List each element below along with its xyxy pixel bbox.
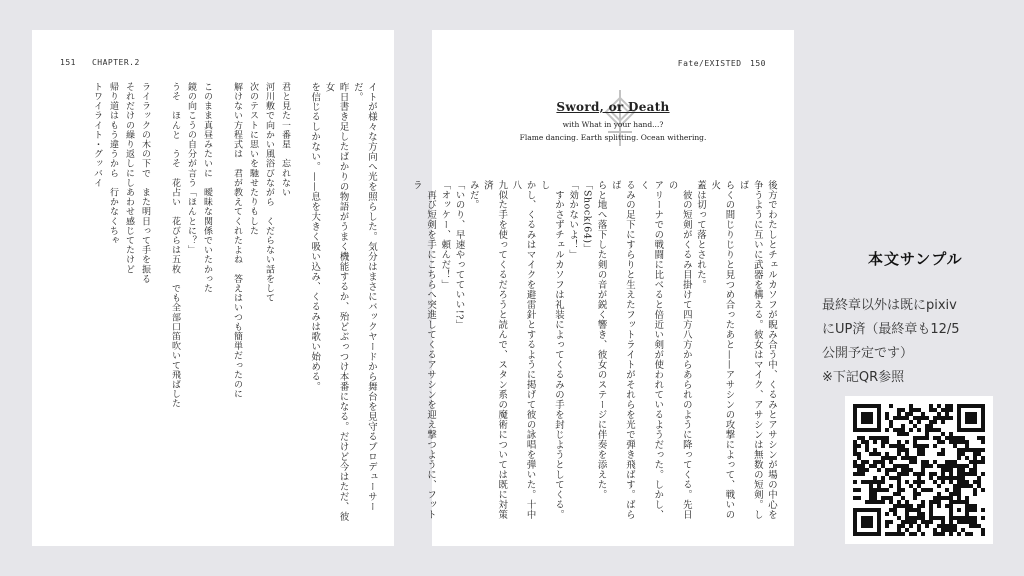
right-page	[410, 30, 794, 546]
poem-line: 君と見た一番星 忘れない	[279, 82, 290, 198]
right-prose-line: アリーナでの戦闘に比べると倍近い剣が使われているようだった。しかし、く	[638, 180, 664, 520]
chapter-subtitle: with What in your hand...?	[562, 120, 664, 129]
note-line: 公開予定です）	[822, 346, 914, 361]
left-page-number: 151	[60, 58, 76, 67]
poem-line: トワイライト・グッバイ	[91, 82, 102, 188]
qr-code-icon[interactable]	[845, 396, 993, 544]
right-prose-line: 後方でわたしとチェルカソフが睨み合う中、くるみとアサシンが場の中心を	[766, 180, 777, 520]
sample-title: 本文サンプル	[868, 250, 963, 268]
left-page	[32, 30, 394, 546]
left-chapter-label: CHAPTER.2	[91, 58, 140, 67]
poem-line: このまま真昼みたいに 曖昧な関係でいたかった	[201, 82, 212, 294]
chapter-tagline: Flame dancing. Earth splitting. Ocean withering.	[519, 133, 707, 142]
left-prose-line: イトが様々な方向へ光を照らした。気分はまさにバックヤードから舞台を見守るプロデューサーだ。	[351, 82, 377, 512]
left-running-head	[60, 58, 140, 67]
right-prose-line: 「オッケー、頼んだ！」	[439, 180, 451, 290]
right-prose-line: みだ。	[467, 180, 479, 210]
chapter-title: Sword, or Death	[556, 100, 670, 114]
right-prose-line: すかさずチェルカソフは礼装によってくるみの手を封じようとしてくる。し	[538, 180, 564, 520]
right-prose-line: 彼の短剣がくるみ目掛けて四方八方からあられのように降ってくる。先日の	[666, 180, 692, 520]
right-prose-line: 「Shock(64)」	[581, 180, 593, 254]
right-prose-line: 「いのり、早速やってていい!?」	[453, 180, 465, 330]
right-prose-line: 争うように互いに武器を構える。彼女はマイク、アサシンは無数の短剣。しば	[737, 180, 763, 520]
right-prose-line: らと地へ落下した剣の音が鋭く響き、彼女のステージに伴奏を添えた。	[595, 180, 607, 500]
poem-line: ライラックの木の下で また明日って手を振る	[139, 82, 150, 284]
poem-line: うそ ほんと うそ 花占い 花びらは五枚 でも全部口笛吹いて飛ばした	[169, 82, 180, 409]
right-running-head: Fate/EXISTED 150	[677, 59, 766, 68]
chapter-title-block	[432, 100, 794, 142]
poem-line: 河川敷で向かい風浴びながら くだらない話をして	[263, 82, 274, 303]
poem-line: 解けない方程式は 君が教えてくれたよね 答えはいつも簡単だったのに	[231, 82, 242, 399]
poem-line: それだけの繰り返しにしあわせ感じてたけど	[123, 82, 134, 274]
right-prose-line: 蓋は切って落とされた。	[694, 180, 706, 290]
note-line: 最終章以外は既にpixiv	[822, 298, 957, 313]
right-text-column	[410, 180, 778, 528]
right-prose-line: らくの間じりじりと見つめ合ったあと——アサシンの攻撃によって、戦いの火	[709, 180, 735, 520]
right-prose-line: 再び短剣を手にこちらへ突進してくるアサシンを迎え撃つように、フットラ	[410, 180, 437, 520]
note-line: ※下記QR参照	[822, 370, 905, 385]
left-text-column	[48, 82, 378, 528]
left-prose-line: 昨日書き足したばかりの物語がうまく機能するか、殆どぶっつけ本番になる。だけど今はただ、彼女	[323, 82, 349, 522]
poem-line: 鏡の向こうの自分が言う「ほんとに？」	[185, 82, 196, 255]
left-prose-line: を信じるしかない。——息を大きく吸い込み、くるみは歌い始める。	[309, 82, 321, 392]
sample-note	[822, 294, 960, 390]
note-line: にUP済（最終章も12/5	[822, 322, 960, 337]
right-prose-line: かし、くるみはマイクを避雷針とするように掲げて彼の詠唱を弾いた。十中八	[510, 180, 536, 520]
poem-line: 帰り道はもう違うから 行かなくちゃ	[107, 82, 118, 246]
right-prose-line: 九似た手を使ってくるだろうと読んで、スタン系の魔術については既に対策済	[481, 180, 508, 520]
right-prose-line: 「効かないよ！」	[567, 180, 579, 260]
right-prose-line: るみの足下にすらりと生えたフットライトがそれらを光で弾き飛ばす。ばらば	[609, 180, 635, 520]
poem-line: 次のテストに思いを馳せたりもした	[247, 82, 258, 236]
